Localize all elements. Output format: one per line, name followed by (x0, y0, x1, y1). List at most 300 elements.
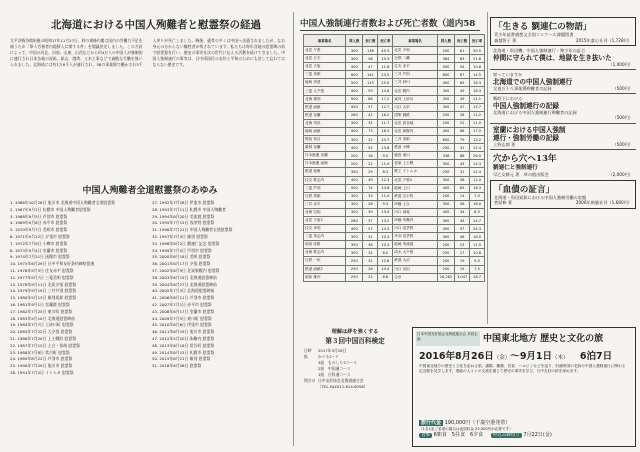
table-row (304, 249, 485, 257)
table-cell: 住友 歌志内 (304, 176, 346, 184)
table-cell: 16.3 (470, 87, 485, 95)
table-cell: 300 (346, 233, 363, 241)
table-row (304, 200, 485, 208)
table-cell: 400 (437, 184, 454, 192)
table-cell: 地崎 伊達 (304, 79, 346, 87)
table-row (304, 192, 485, 200)
table-cell: 57 (363, 103, 378, 111)
table-cell: 15 (455, 265, 470, 273)
timeline-entry: 29. 1994年6月20日 美流渡 慰霊祭 (152, 213, 215, 219)
table-cell: 500 (346, 184, 363, 192)
table-row (304, 95, 485, 103)
table-header-cell: 移入数 (437, 35, 454, 47)
book-item (490, 72, 636, 91)
table-cell: 16,282 (437, 273, 454, 281)
table-cell: 300 (437, 103, 454, 111)
casualty-table-wrap (303, 34, 485, 324)
table-cell: 22 (363, 273, 378, 281)
book-author: 早乙女勝元 著 草の根出版会 (493, 172, 549, 177)
table-cell: 35 (363, 119, 378, 127)
timeline-entry: 11. 1976年9月3日 住友赤平 慰霊祭 (10, 267, 74, 273)
table-cell: 12.7 (378, 103, 393, 111)
table-cell: 昭和 稚内 (304, 273, 346, 281)
table-cell: 141 (363, 71, 378, 79)
table-header-cell: 死亡率 (378, 35, 393, 47)
book-title: 連行・強制労働の記録 (493, 133, 559, 142)
table-header-cell: 事業場名 (304, 35, 346, 47)
table-cell: 86 (363, 95, 378, 103)
table-cell: 16.0 (470, 200, 485, 208)
table-cell: 31 (455, 168, 470, 176)
book-subtitle: 全道五十八事業場殉難者の記録 (493, 85, 552, 91)
table-cell: 32 (363, 136, 378, 144)
table-cell: 500 (346, 79, 363, 87)
timeline-entry: 43. 2008年6月17日 室蘭市 慰霊祭 (152, 308, 215, 314)
table-cell: 16.0 (470, 233, 485, 241)
book-item (490, 96, 636, 121)
table-cell: 住友 奔別 (304, 225, 346, 233)
timeline-entry: 22. 1987年7月12日 土合・留萌 慰霊祭 (10, 342, 81, 348)
timeline-entry: 44. 2009年7月5日 東川町 慰霊祭 (152, 315, 212, 321)
exam-row-value: 2級 中国通コース (318, 366, 351, 371)
table-cell: 北炭 天塩 (304, 63, 346, 71)
tour-duration: 6泊7日 (579, 351, 613, 362)
table-row (304, 208, 485, 216)
timeline-entry: 41. 2006年6月11日 芦別市 慰霊祭 (152, 295, 215, 301)
table-cell: 鉄道 函館2 (304, 265, 346, 273)
table-cell: 300 (346, 47, 363, 55)
table-cell: 300 (346, 200, 363, 208)
table-cell: 地崎 上川 (393, 184, 438, 192)
table-cell: 200 (437, 257, 454, 265)
table-cell: 61 (455, 47, 470, 55)
table-cell: 47 (363, 63, 378, 71)
book-item (490, 126, 636, 148)
table-cell: 29 (363, 168, 378, 176)
table-cell: 10.7 (378, 136, 393, 144)
table-cell: 250 (437, 111, 454, 119)
table-cell: 伊藤 朱鞠内 (393, 216, 438, 224)
table-cell: 鉄道 室蘭 (304, 111, 346, 119)
table-cell: 11.0 (378, 160, 393, 168)
table-cell: 19.3 (378, 55, 393, 63)
casualty-table (303, 34, 485, 282)
table-cell: 300 (437, 233, 454, 241)
table-row (304, 136, 485, 144)
book-label: 戦時下における (493, 96, 523, 101)
table-cell: 350 (346, 168, 363, 176)
table-cell: 18 (363, 152, 378, 160)
table-cell: 14.8 (378, 87, 393, 95)
table-cell: 清水 大夕張 (393, 249, 438, 257)
table-header-cell: 死亡率 (470, 35, 485, 47)
table-cell: 136 (363, 47, 378, 55)
table-cell: 14.5 (470, 71, 485, 79)
book-item (490, 152, 636, 178)
article-title: 北海道における中国人殉難者と慰霊祭の経過 (51, 19, 261, 31)
table-cell: 49 (455, 87, 470, 95)
table-cell: 三菱 大夕張 (304, 87, 346, 95)
table-cell: 13.2 (470, 136, 485, 144)
timeline-entry: 9. 1974年7月21日 函館市 慰霊祭 (10, 254, 70, 260)
table-cell: 200 (437, 241, 454, 249)
table-cell: 28 (455, 111, 470, 119)
table-cell: 74 (363, 184, 378, 192)
table-cell: 北海 雄別 (304, 95, 346, 103)
timeline-entry: 3. 1968年9月5日 芦別市 慰霊祭 (10, 213, 68, 219)
table-cell: 三井 芦別 (393, 71, 438, 79)
exam-row-key: 問合せ (304, 378, 316, 383)
table-cell: 300 (346, 55, 363, 63)
table-cell: 日鉄 美唄 (304, 192, 346, 200)
timeline-title: 中国人殉難者全道慰霊祭のあゆみ (82, 186, 218, 196)
table-cell: 338 (437, 152, 454, 160)
timeline-entry: 8. 1973年9月4日 室蘭市 慰霊祭 (10, 247, 68, 253)
timeline-entry: 16. 1981年9月1日 室蘭港 慰霊祭 (10, 301, 70, 307)
table-cell: 9.0 (378, 152, 393, 160)
timeline-entry: 20. 1985年7月22日 大夕張 慰霊祭 (10, 329, 73, 335)
timeline-entry: 35. 2000年6月18日 美唄 慰霊祭 (152, 254, 211, 260)
table-cell: 22 (363, 160, 378, 168)
timeline-entry: 15. 1980年9月13日 雄別炭鉱 慰霊祭 (10, 295, 77, 301)
table-cell: 54 (455, 63, 470, 71)
table-cell: 北炭 新幌内 (393, 127, 438, 135)
table-cell: 北炭 平和 (393, 47, 438, 55)
table-row (304, 168, 485, 176)
table-cell: 三井 赤平 (304, 200, 346, 208)
timeline-entry: 38. 2003年6月15日 北海道慰霊碑前 (152, 274, 217, 280)
table-cell: 北炭 真谷地 (393, 119, 438, 127)
table-cell: 13.0 (378, 208, 393, 216)
table-cell: 10.8 (470, 249, 485, 257)
divider (490, 69, 636, 70)
tour-fee-label: 旅行代金 (421, 420, 442, 426)
table-cell: 北炭 夕張2 (393, 176, 438, 184)
timeline-entry: 21. 1986年7月20日 上士幌町 慰霊祭 (10, 335, 77, 341)
table-cell: 日鉄 二瀬 (393, 55, 438, 63)
table-cell: 23 (455, 241, 470, 249)
tour-end-day: （木） (552, 355, 569, 361)
table-cell: 68 (455, 127, 470, 135)
table-row (304, 233, 485, 241)
timeline-entry: 23. 1988年7月8日 常呂町 慰霊祭 (10, 349, 70, 355)
table-cell: 250 (346, 257, 363, 265)
book-label: 知っていますか (493, 72, 523, 77)
table-cell: 川口 浅茅野 (393, 225, 438, 233)
table-cell: 83 (455, 55, 470, 63)
table-cell: 39 (363, 208, 378, 216)
exam-row-value: かぐる2・7 (318, 354, 339, 359)
table-cell: 鉄道 苫小牧 (393, 192, 438, 200)
table-cell: 明治 庶路 (304, 241, 346, 249)
timeline-entry: 25. 1990年7月29日 旭川市 慰霊祭 (10, 363, 73, 369)
table-cell: 400 (346, 63, 363, 71)
tour-deadline-label: 申込み締切り (492, 432, 520, 438)
table-cell: 300 (437, 216, 454, 224)
table-cell: 8.5 (470, 208, 485, 216)
timeline-entry: 4. 1969年9月6日 赤平市 慰霊祭 (10, 220, 68, 226)
table-cell: 87 (455, 71, 470, 79)
timeline-entry: 51. 2016年6月26日 慰霊祭 (152, 363, 202, 369)
table-cell: 300 (437, 160, 454, 168)
table-cell: 97 (455, 225, 470, 233)
table-cell: 250 (437, 249, 454, 257)
table-cell: 57 (363, 225, 378, 233)
timeline-entry: 45. 2010年6月6日 伊達市 慰霊祭 (152, 322, 212, 328)
tour-description: 中国東北地方の歴史と文化を訪ねる旅。瀋陽、撫順、長春、ハルビンなどを巡り、旧満州国の史跡や中国人強制連行に関わる記念館を見学します。現地の人々との交流を通じて歴史の事実を学び、日中友好の絆を深めます。 (419, 364, 626, 374)
table-cell: 北炭 天塩2 (304, 216, 346, 224)
column-divider (293, 12, 294, 446)
book-author: 菅原修 著 (494, 200, 513, 205)
table-cell: 三菱 美唄 (304, 71, 346, 79)
book-price: 2015年童心社刊（1,728円） (575, 37, 632, 43)
timeline-entry: 14. 1979年9月19日 三井芦別 慰霊祭 (10, 288, 77, 294)
table-cell: 43 (455, 160, 470, 168)
timeline-entry: 12. 1977年9月7日 三菱美唄 慰霊祭 (10, 274, 74, 280)
exam-details (304, 348, 406, 390)
table-cell: 56 (455, 200, 470, 208)
timeline-entry: 46. 2011年6月19日 旭川市 慰霊祭 (152, 329, 215, 335)
table-cell: 400 (346, 144, 363, 152)
timeline-entry: 49. 2014年6月15日 札幌市 慰霊祭 (152, 349, 215, 355)
table-cell: 16.3 (470, 79, 485, 87)
table-cell: 丹羽 浅茅野 (393, 233, 438, 241)
table-cell: 11.7 (378, 119, 393, 127)
timeline-entry: 6. 1971年9月12日 夕張市 慰霊祭 (10, 233, 70, 239)
tour-fee-section (419, 420, 629, 442)
book-title: 中国人強制連行の記録 (493, 101, 559, 110)
table-cell: 250 (437, 168, 454, 176)
book-subtitle: 青少年読書感想文全国コンクール課題図書 (494, 32, 574, 37)
table-cell: 11.8 (378, 63, 393, 71)
table-cell: 300 (437, 87, 454, 95)
exam-row-key: 級 (304, 354, 308, 359)
exam-ad (304, 326, 406, 444)
table-cell: 350 (346, 241, 363, 249)
book-title: 「血債の証言」 (494, 184, 555, 195)
table-cell: 28 (363, 200, 378, 208)
table-cell: 住友 赤平 (393, 63, 438, 71)
table-cell: 三井 美唄 (393, 136, 438, 144)
table-cell: 三菱 芦別 (304, 184, 346, 192)
table-cell: 250 (346, 265, 363, 273)
table-cell: 400 (346, 127, 363, 135)
timeline-entry: 28. 1993年7月11日 札幌市 中国人殉難者 (152, 206, 226, 212)
table-cell: 国策 釧路 (393, 111, 438, 119)
book-price: 2006年新風社刊（1,680円） (575, 200, 632, 205)
table-cell: 北海 空知 (304, 208, 346, 216)
timeline-entry: 27. 1992年7月28日 伊達市 慰霊祭 (152, 200, 215, 205)
table-cell: 川口 沼田 (393, 265, 438, 273)
tour-title: 中国東北地方 歴史と文化の旅 (483, 334, 604, 344)
timeline-entry: 48. 2013年6月16日 常呂町 慰霊祭 (152, 342, 215, 348)
table-cell: 300 (346, 249, 363, 257)
table-cell: 17.0 (470, 127, 485, 135)
table-cell: 14 (455, 192, 470, 200)
table-cell: 三菱 茶志内 (304, 233, 346, 241)
timeline-entry: 50. 2015年6月21日 雄別 慰霊祭 (152, 356, 211, 362)
table-cell: 12.0 (470, 176, 485, 184)
table-cell: 34 (455, 208, 470, 216)
table-row (304, 119, 485, 127)
table-cell: 日本港運 室蘭 (304, 152, 346, 160)
tour-date-sep: 〜 (510, 351, 520, 362)
timeline-entry: 37. 2002年6月9日 北炭新幌内 慰霊祭 (152, 267, 220, 273)
table-cell: 鹿島 東川 (393, 152, 438, 160)
table-cell: 12.3 (378, 176, 393, 184)
timeline-entry: 17. 1982年7月25日 東川町 慰霊祭 (10, 308, 73, 314)
book-price: （1,000円） (608, 61, 633, 67)
tour-meals: 6朝食 5昼食 6夕食 (433, 431, 484, 438)
timeline-entry: 26. 1991年7月2日 イトムカ 慰霊祭 (10, 369, 74, 375)
table-cell: 鉄道 大沼 (393, 257, 438, 265)
memorial-timeline (10, 200, 288, 446)
table-row (304, 273, 485, 281)
table-cell: 日鉄 一坑 (304, 257, 346, 265)
table-row (304, 87, 485, 95)
table-row (304, 144, 485, 152)
table-cell: 350 (437, 200, 454, 208)
table-cell: 18.7 (470, 273, 485, 281)
table-cell: 11.0 (470, 119, 485, 127)
table-cell: 65 (455, 79, 470, 87)
table-cell: 400 (437, 127, 454, 135)
table-header-cell: 死亡数 (455, 35, 470, 47)
table-cell: 36 (363, 241, 378, 249)
table-cell: 9.5 (470, 257, 485, 265)
table-cell: 500 (437, 63, 454, 71)
table-cell: 16.3 (470, 184, 485, 192)
table-row (304, 184, 485, 192)
timeline-entry: 18. 1983年9月10日 北海道慰霊碑前 (10, 315, 75, 321)
timeline-entry: 47. 2012年5月20日 朱鞠内 慰霊祭 (152, 335, 215, 341)
table-cell: 3,047 (455, 273, 470, 281)
table-cell: 11.1 (470, 95, 485, 103)
table-cell: 15.7 (470, 103, 485, 111)
table-row (304, 55, 485, 63)
table-cell: 8.8 (378, 273, 393, 281)
exam-row-value: 2017年3月26日 (318, 348, 347, 353)
book-subtitle: 北海道・角田機、中国人強制連行・殉少年の証言 (493, 48, 586, 53)
table-row (304, 152, 485, 160)
table-cell: 12.4 (470, 144, 485, 152)
table-cell: 飛島 常呂 (304, 136, 346, 144)
table-cell: 16.2 (378, 111, 393, 119)
table-cell: 14.7 (470, 216, 485, 224)
timeline-entry: 5. 1970年9月7日 美唄市 慰霊祭 (10, 227, 68, 233)
table-header-cell: 死亡数 (363, 35, 378, 47)
table-cell: 11.0 (378, 192, 393, 200)
timeline-entry: 39. 2004年6月27日 北海道慰霊碑前 (152, 281, 217, 287)
table-cell: 8.3 (378, 168, 393, 176)
table-cell: 250 (437, 144, 454, 152)
table-cell: 300 (346, 119, 363, 127)
table-cell: 鉄道 留萌 (304, 168, 346, 176)
book-subtitle: 北海道における中国人強制連行殉難者の記録 (493, 109, 577, 115)
book-item (490, 17, 636, 46)
table-row (304, 241, 485, 249)
exam-row (304, 384, 406, 390)
table-row (304, 265, 485, 273)
table-cell: 北炭 夕張 (304, 47, 346, 55)
table-cell: 400 (437, 208, 454, 216)
table-cell: 24 (363, 249, 378, 257)
timeline-entry: 40. 2005年7月3日 北海道慰霊碑前 (152, 288, 215, 294)
timeline-entry: 30. 1995年7月15日 浅茅野 慰霊祭 (152, 220, 215, 226)
table-cell: 東邦 上砂川 (393, 95, 438, 103)
table-cell: 73 (363, 127, 378, 135)
table-cell: 14.8 (378, 184, 393, 192)
timeline-entry: 1. 1966年10月28日 旭川市 北海道中国人殉難者全道慰霊祭 (10, 200, 116, 205)
timeline-entry: 31. 1996年7月21日 中国人殉難者全道慰霊祭 (152, 227, 233, 233)
table-row (304, 71, 485, 79)
table-cell: 65 (455, 184, 470, 192)
table-header-row (304, 35, 485, 47)
table-cell: 31 (363, 233, 378, 241)
table-cell: 200 (437, 265, 454, 273)
timeline-entry: 13. 1978年9月11日 北炭夕張 慰霊祭 (10, 281, 77, 287)
exam-heading1: 理解は絆を強くする (331, 329, 379, 335)
table-cell: 10.8 (470, 63, 485, 71)
table-cell: 川口 大栄 (393, 103, 438, 111)
table-cell: 350 (437, 95, 454, 103)
timeline-entry: 24. 1989年8月22日 芦別市 慰霊祭 (10, 356, 73, 362)
table-cell: 125 (363, 79, 378, 87)
table-cell: 8.0 (378, 249, 393, 257)
table-cell: 600 (346, 71, 363, 79)
table-cell: 14.3 (470, 160, 485, 168)
table-cell: 400 (346, 225, 363, 233)
table-cell: 450 (346, 103, 363, 111)
table-cell: 川口 雨竜 (393, 208, 438, 216)
tour-deadline: 7月22日(金) (523, 431, 552, 438)
table-cell: 300 (346, 192, 363, 200)
table-cell: 26.0 (470, 152, 485, 160)
table-cell: 21.6 (470, 55, 485, 63)
table-cell: 30.5 (470, 47, 485, 55)
table-cell: 33 (363, 192, 378, 200)
column-divider-right (487, 12, 488, 324)
table-cell: 250 (346, 273, 363, 281)
divider (490, 93, 636, 94)
table-cell: 400 (346, 176, 363, 184)
table-cell: 600 (437, 71, 454, 79)
table-cell: 12.8 (378, 257, 393, 265)
table-cell: 22 (455, 119, 470, 127)
table-cell: 39 (455, 95, 470, 103)
table-cell: 300 (346, 136, 363, 144)
tour-ad (412, 327, 636, 447)
exam-row-value: 日中友好協会北海道連合会 (318, 378, 364, 383)
table-cell: 9.3 (378, 200, 393, 208)
table-row (304, 63, 485, 71)
timeline-entry: 32. 1997年7月4日 雄別 慰霊祭 (152, 233, 208, 239)
table-cell: 49 (363, 176, 378, 184)
book-title: 穴から穴へ13年 (493, 154, 557, 164)
table-cell: 55 (363, 144, 378, 152)
table-cell: 10.4 (378, 265, 393, 273)
table-row (304, 176, 485, 184)
table-cell: 19 (455, 257, 470, 265)
table-cell: 25.0 (378, 79, 393, 87)
table-cell: 13.2 (378, 216, 393, 224)
table-cell: 24.3 (470, 225, 485, 233)
table-cell: 200 (437, 192, 454, 200)
table-cell: 384 (437, 55, 454, 63)
timeline-entry: 36. 2001年6月17日 夕張 慰霊祭 (152, 261, 211, 267)
table-cell: 10.3 (378, 241, 393, 249)
tour-fee: 190,000円（千歳空港発着） (444, 420, 511, 426)
